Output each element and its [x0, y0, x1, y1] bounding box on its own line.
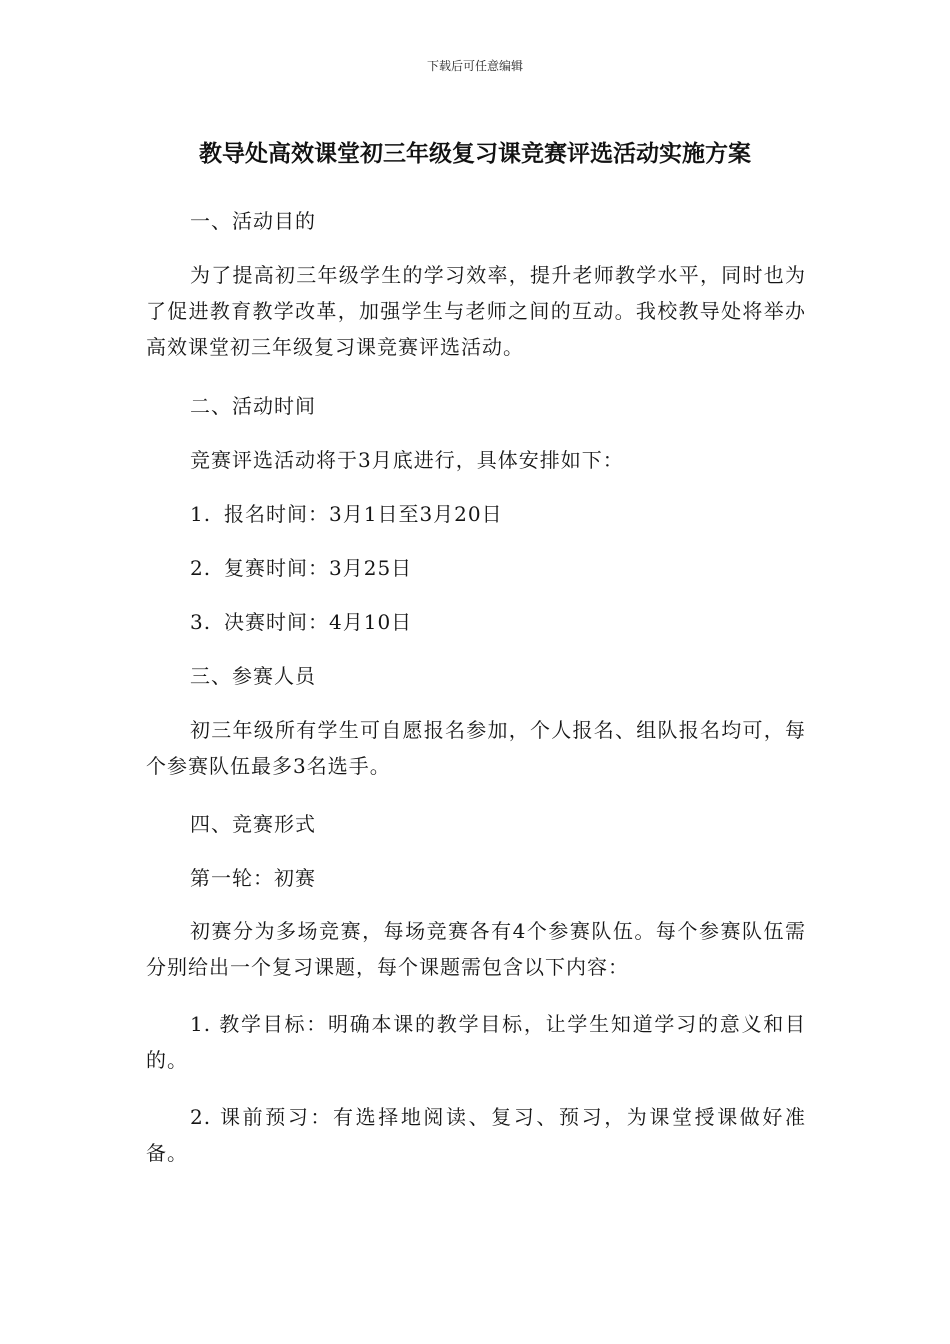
- paragraph-purpose: 为了提高初三年级学生的学习效率，提升老师教学水平，同时也为了促进教育教学改革，加强学生与老师之间的互动。我校教导处将举办高效课堂初三年级复习课竞赛评选活动。: [146, 263, 806, 359]
- list-item-number: 3.: [190, 610, 212, 634]
- list-item-text: 复赛时间：3月25日: [224, 556, 413, 580]
- paragraph-item-objectives: 1. 教学目标：明确本课的教学目标，让学生知道学习的意义和目的。: [146, 1012, 806, 1072]
- round-label: 第一轮：初赛: [190, 866, 316, 890]
- section-heading-time: 二、活动时间: [190, 394, 316, 418]
- paragraph-time-intro: 竞赛评选活动将于3月底进行，具体安排如下：: [190, 448, 624, 472]
- list-item: [190, 496, 790, 532]
- list-item: [190, 550, 790, 586]
- list-item: [190, 604, 790, 640]
- document-title: 教导处高效课堂初三年级复习课竞赛评选活动实施方案: [199, 141, 751, 167]
- section-heading-purpose: 一、活动目的: [190, 209, 316, 233]
- paragraph-participants: 初三年级所有学生可自愿报名参加，个人报名、组队报名均可，每个参赛队伍最多3名选手。: [146, 718, 806, 778]
- list-item-number: 1.: [190, 502, 212, 526]
- paragraph-item-preview: 2. 课前预习：有选择地阅读、复习、预习，为课堂授课做好准备。: [146, 1105, 806, 1165]
- list-item-number: 2.: [190, 556, 212, 580]
- list-item-text: 决赛时间：4月10日: [224, 610, 413, 634]
- list-item-text: 报名时间：3月1日至3月20日: [224, 502, 503, 526]
- section-heading-format: 四、竞赛形式: [190, 812, 316, 836]
- header-note: 下载后可任意编辑: [426, 59, 523, 73]
- paragraph-preliminary: 初赛分为多场竞赛，每场竞赛各有4个参赛队伍。每个参赛队伍需分别给出一个复习课题，每个课题需包含以下内容：: [146, 919, 806, 979]
- section-heading-participants: 三、参赛人员: [190, 664, 316, 688]
